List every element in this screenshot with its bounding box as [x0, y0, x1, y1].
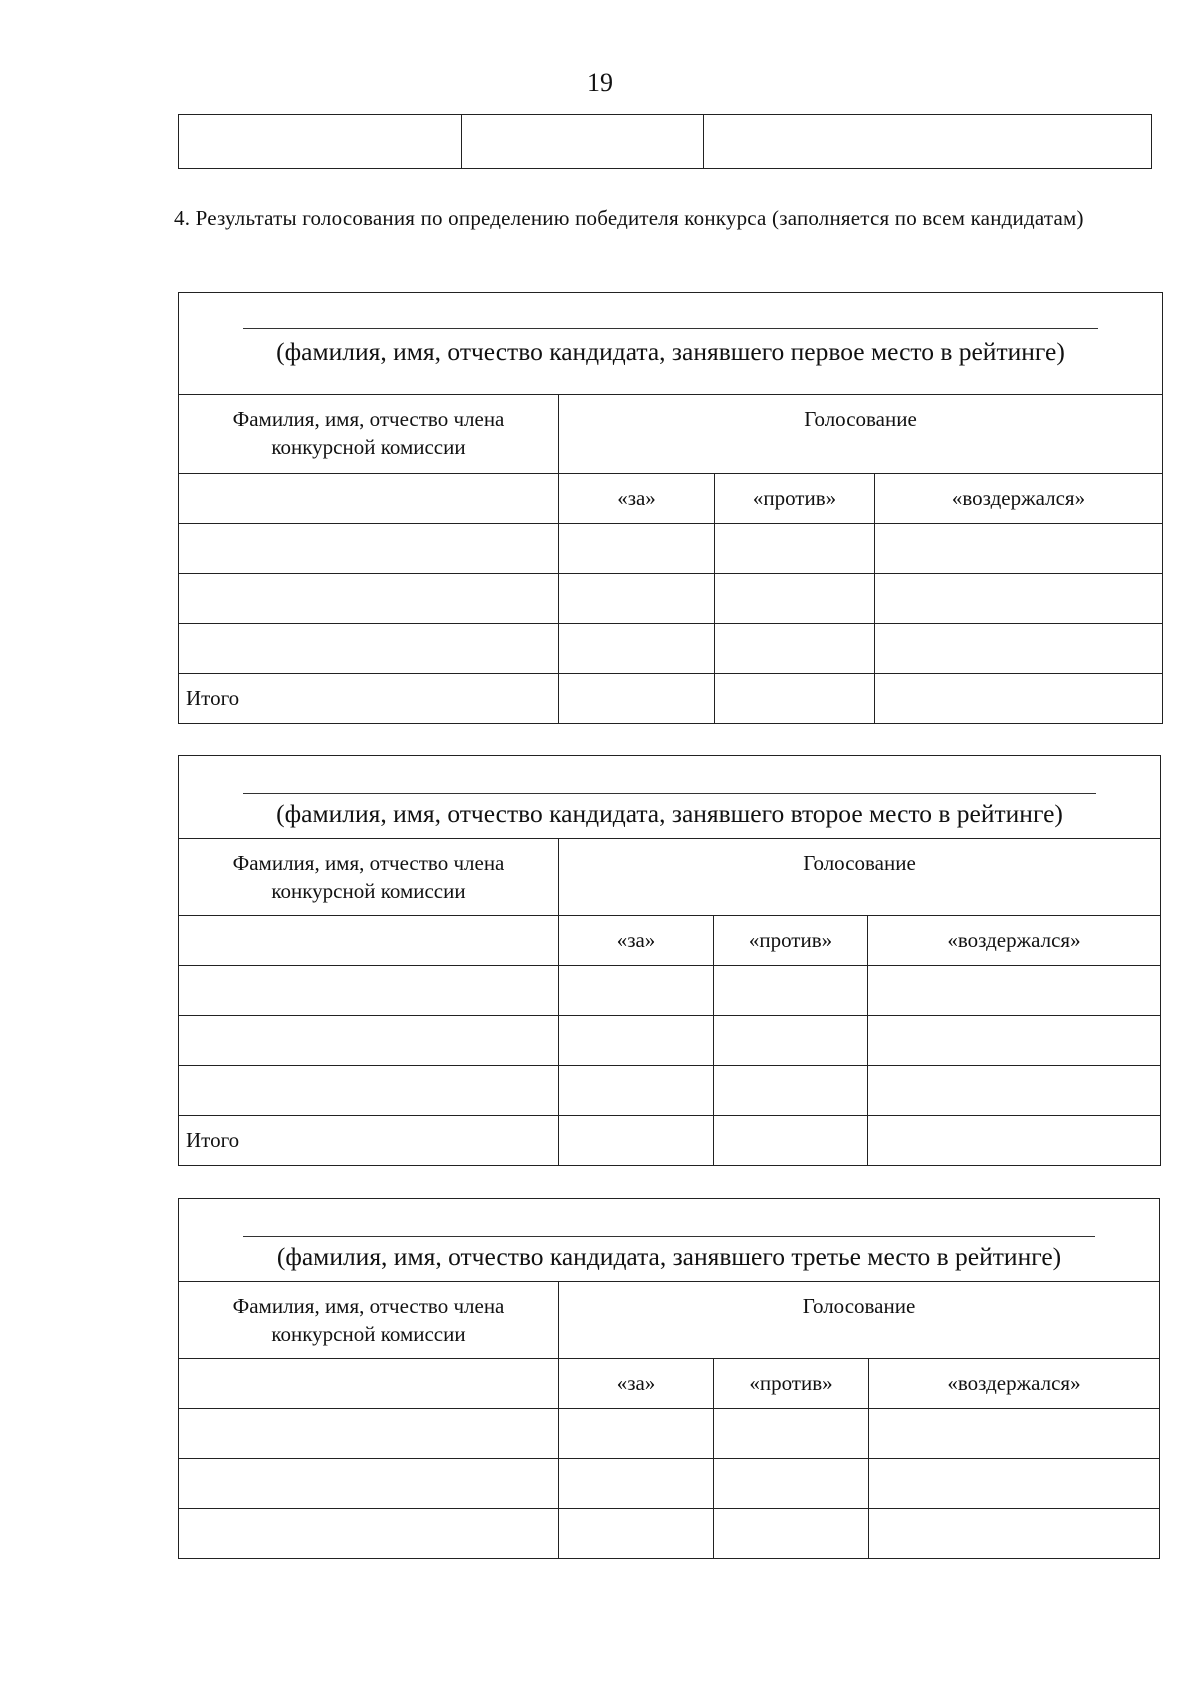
total-abstain-cell[interactable] — [875, 674, 1163, 724]
member-header: Фамилия, имя, отчество члена конкурсной комиссии — [179, 1282, 559, 1359]
vote-against-cell[interactable] — [715, 624, 875, 674]
vote-for-cell[interactable] — [559, 1459, 714, 1509]
candidate-title-cell[interactable] — [179, 756, 1161, 839]
candidate-title: (фамилия, имя, отчество кандидата, занявшего второе место в рейтинге) — [276, 799, 1063, 828]
voting-header: Голосование — [559, 1282, 1160, 1359]
member-name-cell[interactable] — [179, 966, 559, 1016]
vote-against-header: «против» — [714, 916, 868, 966]
vote-against-cell[interactable] — [714, 1459, 869, 1509]
member-header: Фамилия, имя, отчество члена конкурсной комиссии — [179, 839, 559, 916]
candidate-name-line — [243, 793, 1096, 794]
member-name-cell[interactable] — [179, 1409, 559, 1459]
vote-abstain-cell[interactable] — [869, 1459, 1160, 1509]
vote-against-cell[interactable] — [714, 1016, 868, 1066]
vote-abstain-cell[interactable] — [875, 574, 1163, 624]
voting-table-first-place — [178, 292, 1163, 724]
total-label: Итого — [179, 674, 559, 724]
total-against-cell[interactable] — [714, 1116, 868, 1166]
vote-abstain-cell[interactable] — [869, 1509, 1160, 1559]
vote-against-cell[interactable] — [714, 1509, 869, 1559]
vote-abstain-cell[interactable] — [869, 1409, 1160, 1459]
section-heading: 4. Результаты голосования по определению победителя конкурса (заполняется по всем кандидатам) — [174, 206, 1084, 230]
vote-abstain-cell[interactable] — [875, 524, 1163, 574]
vote-for-cell[interactable] — [559, 624, 715, 674]
candidate-title: (фамилия, имя, отчество кандидата, занявшего первое место в рейтинге) — [276, 337, 1065, 366]
candidate-name-line — [243, 328, 1098, 329]
candidate-title: (фамилия, имя, отчество кандидата, занявшего третье место в рейтинге) — [276, 1242, 1062, 1271]
member-name-cell[interactable] — [179, 1459, 559, 1509]
member-header: Фамилия, имя, отчество члена конкурсной комиссии — [179, 395, 559, 474]
vote-for-cell[interactable] — [559, 574, 715, 624]
vote-against-header: «против» — [715, 474, 875, 524]
candidate-title-cell[interactable] — [179, 1199, 1160, 1282]
member-name-cell[interactable] — [179, 624, 559, 674]
total-label: Итого — [179, 1116, 559, 1166]
vote-abstain-header: «воздержался» — [868, 916, 1161, 966]
vote-for-header: «за» — [559, 916, 714, 966]
voting-header: Голосование — [559, 839, 1161, 916]
vote-for-cell[interactable] — [559, 1509, 714, 1559]
table-cell[interactable] — [704, 115, 1152, 169]
vote-abstain-cell[interactable] — [875, 624, 1163, 674]
voting-table-third-place — [178, 1198, 1160, 1559]
vote-against-header: «против» — [714, 1359, 869, 1409]
vote-for-header: «за» — [559, 474, 715, 524]
member-name-cell[interactable] — [179, 1016, 559, 1066]
member-name-cell[interactable] — [179, 1066, 559, 1116]
member-name-cell[interactable] — [179, 1509, 559, 1559]
table-cell[interactable] — [179, 916, 559, 966]
vote-for-header: «за» — [559, 1359, 714, 1409]
vote-for-cell[interactable] — [559, 966, 714, 1016]
table-cell[interactable] — [179, 115, 462, 169]
vote-against-cell[interactable] — [714, 1409, 869, 1459]
vote-abstain-header: «воздержался» — [875, 474, 1163, 524]
candidate-name-line — [243, 1236, 1095, 1237]
vote-against-cell[interactable] — [715, 524, 875, 574]
vote-for-cell[interactable] — [559, 524, 715, 574]
table-cell[interactable] — [179, 474, 559, 524]
vote-for-cell[interactable] — [559, 1016, 714, 1066]
vote-abstain-cell[interactable] — [868, 1016, 1161, 1066]
vote-against-cell[interactable] — [715, 574, 875, 624]
total-for-cell[interactable] — [559, 1116, 714, 1166]
page-number: 19 — [587, 68, 613, 97]
vote-abstain-cell[interactable] — [868, 966, 1161, 1016]
vote-against-cell[interactable] — [714, 966, 868, 1016]
vote-for-cell[interactable] — [559, 1409, 714, 1459]
voting-header: Голосование — [559, 395, 1163, 474]
total-abstain-cell[interactable] — [868, 1116, 1161, 1166]
voting-table-second-place — [178, 755, 1161, 1166]
vote-abstain-header: «воздержался» — [869, 1359, 1160, 1409]
vote-abstain-cell[interactable] — [868, 1066, 1161, 1116]
vote-against-cell[interactable] — [714, 1066, 868, 1116]
total-for-cell[interactable] — [559, 674, 715, 724]
table-cell[interactable] — [462, 115, 704, 169]
candidate-title-cell[interactable] — [179, 293, 1163, 395]
table-cell[interactable] — [179, 1359, 559, 1409]
top-table-continuation — [178, 114, 1152, 169]
member-name-cell[interactable] — [179, 524, 559, 574]
total-against-cell[interactable] — [715, 674, 875, 724]
vote-for-cell[interactable] — [559, 1066, 714, 1116]
member-name-cell[interactable] — [179, 574, 559, 624]
